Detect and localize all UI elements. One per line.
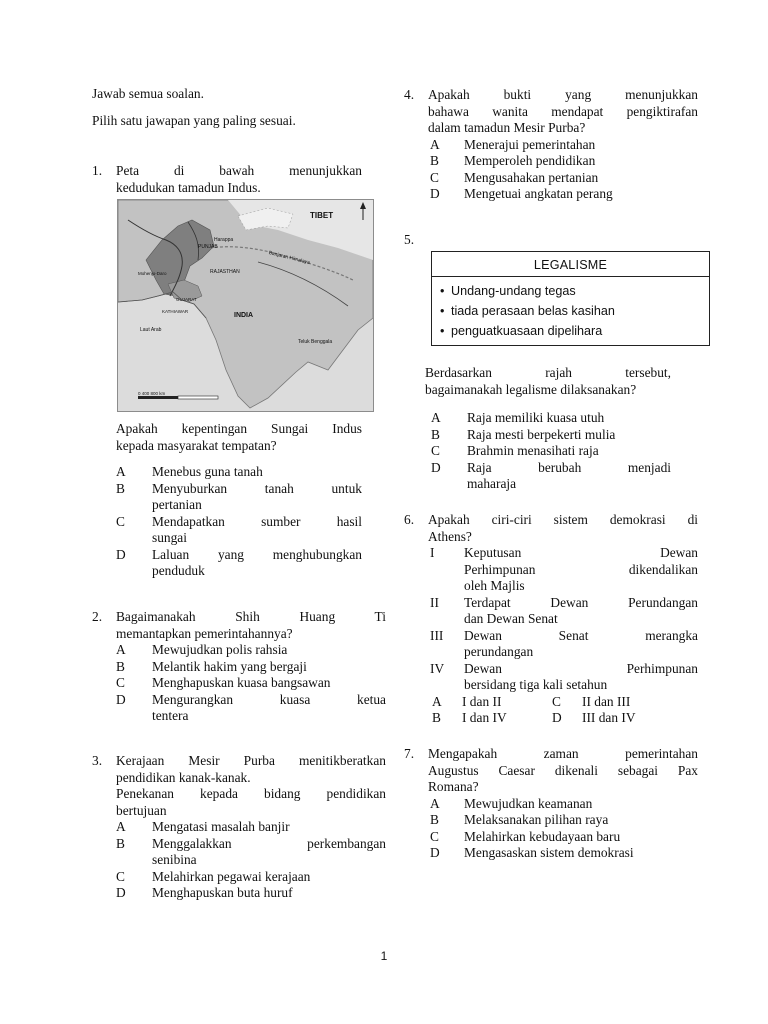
- option-text-line-2: pertanian: [152, 497, 202, 512]
- question-6-statement-iii: [428, 628, 698, 661]
- statement-numeral: III: [430, 627, 444, 643]
- question-2-stem-line-1: Bagaimanakah Shih Huang Ti: [116, 609, 386, 624]
- left-column: [92, 86, 362, 196]
- option-text: Raja memiliki kuasa utuh: [467, 410, 605, 425]
- question-7-stem-line-1: Mengapakah zaman pemerintahan: [428, 746, 698, 761]
- option-text: Mengusahakan pertanian: [464, 169, 599, 185]
- option-letter: B: [116, 658, 125, 674]
- option-text: Melahirkan pegawai kerajaan: [152, 868, 311, 884]
- statement-text: bersidang tiga kali setahun: [464, 677, 608, 692]
- instruction-line-1: Jawab semua soalan.: [92, 86, 204, 101]
- question-2-option-a[interactable]: [116, 642, 386, 659]
- option-letter: A: [430, 795, 440, 811]
- statement-text: dan Dewan Senat: [464, 611, 558, 626]
- question-3-stem-line-4: bertujuan: [116, 802, 167, 818]
- question-7-option-b[interactable]: [428, 812, 698, 829]
- question-4-stem-line-2: bahawa wanita mendapat pengiktirafan: [428, 103, 698, 119]
- map-label-himalaya: Banjaran Himalaya: [267, 249, 311, 267]
- option-text-line-2: sungai: [152, 530, 187, 545]
- option-text: Mendapatkan sumber hasil: [152, 513, 362, 529]
- bullet-icon: •: [440, 324, 445, 338]
- question-6-option-c-letter[interactable]: C: [552, 693, 561, 709]
- option-text: Menerajui pemerintahan: [464, 136, 596, 152]
- question-4-option-a[interactable]: [428, 137, 698, 154]
- option-letter: B: [431, 426, 440, 442]
- question-7-option-d[interactable]: [428, 845, 698, 862]
- question-6-answer-row-2: [428, 710, 698, 727]
- map-label-teluk-benggala: Teluk Benggala: [298, 339, 333, 345]
- question-5-body: [425, 365, 671, 493]
- instruction-line-2: Pilih satu jawapan yang paling sesuai.: [92, 112, 296, 128]
- option-text: Mengurangkan kuasa ketua: [152, 691, 386, 707]
- statement-numeral: IV: [430, 660, 445, 676]
- question-1-stem-line-2: kedudukan tamadun Indus.: [116, 179, 261, 195]
- map-scale-label: 0 400 800 km: [138, 391, 166, 396]
- option-letter: B: [116, 835, 125, 851]
- question-6-option-d-letter[interactable]: D: [552, 710, 562, 725]
- question-1-question-line-2: kepada masyarakat tempatan?: [116, 437, 277, 453]
- question-1-question-line-1: Apakah kepentingan Sungai Indus: [116, 421, 362, 436]
- option-letter: A: [116, 819, 126, 834]
- statement-text: Dewan Perhimpunan: [464, 660, 698, 676]
- option-letter: A: [116, 464, 126, 479]
- question-4-option-d[interactable]: [428, 186, 698, 203]
- option-letter: D: [116, 546, 126, 562]
- question-3-stem-line-3: Penekanan kepada bidang pendidikan: [116, 786, 386, 801]
- question-1-body: [116, 421, 362, 580]
- question-6-option-a-text[interactable]: I dan II: [462, 693, 502, 709]
- option-text: Melantik hakim yang bergaji: [152, 658, 307, 674]
- question-7-number: 7.: [404, 746, 415, 761]
- question-5-number: 5.: [404, 232, 415, 247]
- question-3-stem-line-1: Kerajaan Mesir Purba menitikberatkan: [116, 753, 386, 768]
- question-1: [92, 163, 362, 196]
- statement-text: Perhimpunan dikendalikan: [464, 561, 698, 577]
- map-label-harappa: Harappa: [214, 237, 234, 243]
- question-6-stem-line-2: Athens?: [428, 528, 472, 544]
- question-6-option-c-text[interactable]: II dan III: [582, 693, 631, 709]
- statement-text: Dewan Senat merangka: [464, 627, 698, 643]
- page-number: 1: [380, 949, 388, 963]
- option-text: Menghapuskan kuasa bangsawan: [152, 675, 331, 690]
- question-3-number: 3.: [92, 753, 103, 768]
- question-6-answer-row-1: [428, 694, 698, 711]
- question-4-number: 4.: [404, 87, 415, 102]
- question-2-option-d[interactable]: [116, 692, 386, 725]
- option-text: Memperoleh pendidikan: [464, 153, 596, 168]
- option-letter: B: [116, 480, 125, 496]
- map-label-punjab: PUNJAB: [198, 244, 218, 250]
- map-label-gujarat: GUJARAT: [176, 297, 197, 302]
- question-2-option-b[interactable]: [116, 659, 386, 676]
- option-text-line-2: senibina: [152, 852, 197, 867]
- statement-numeral: I: [430, 545, 435, 560]
- question-1-option-d[interactable]: [116, 547, 362, 580]
- question-5-option-b[interactable]: [425, 427, 671, 444]
- question-7-stem-line-2: Augustus Caesar dikenali sebagai Pax: [428, 762, 698, 778]
- indus-civilization-map: [117, 199, 374, 412]
- option-letter: D: [431, 459, 441, 475]
- option-text: Mengasaskan sistem demokrasi: [464, 845, 634, 860]
- option-letter: C: [116, 513, 125, 529]
- question-6-statement-i: [428, 545, 698, 595]
- legalisme-item: [440, 321, 709, 341]
- legalisme-box-title: LEGALISME: [432, 252, 709, 277]
- question-6-option-a-letter[interactable]: A: [432, 693, 442, 709]
- option-letter: C: [430, 169, 439, 185]
- question-3-option-d[interactable]: [116, 885, 386, 902]
- question-5-option-d[interactable]: [425, 460, 671, 493]
- question-3: [92, 753, 386, 902]
- question-3-stem-line-2: pendidikan kanak-kanak.: [116, 769, 251, 785]
- option-letter: A: [430, 136, 440, 152]
- option-text: Laluan yang menghubungkan: [152, 546, 362, 562]
- legalisme-item-text: Undang-undang tegas: [451, 284, 576, 298]
- question-7-stem-line-3: Romana?: [428, 779, 479, 794]
- option-letter: D: [430, 845, 440, 860]
- option-letter: C: [116, 868, 125, 884]
- option-letter: C: [430, 828, 439, 844]
- statement-text: Terdapat Dewan Perundangan: [464, 594, 698, 610]
- question-6: [404, 512, 698, 727]
- map-label-india: INDIA: [234, 312, 254, 319]
- question-2: [92, 609, 386, 725]
- statement-text: Keputusan Dewan: [464, 545, 698, 560]
- option-text-line-2: maharaja: [467, 476, 517, 491]
- map-label-tibet: TIBET: [310, 211, 334, 220]
- option-letter: B: [430, 812, 439, 827]
- map-label-rajasthan: RAJASTHAN: [210, 269, 240, 275]
- map-label-kathiawar: KATHIAWAR: [162, 309, 189, 314]
- option-letter: C: [116, 675, 125, 690]
- bullet-icon: •: [440, 304, 445, 318]
- question-1-option-b[interactable]: [116, 481, 362, 514]
- question-7-option-a[interactable]: [428, 796, 698, 813]
- question-1-option-a[interactable]: [116, 464, 362, 481]
- map-graphic: [118, 200, 373, 411]
- legalisme-item-text: tiada perasaan belas kasihan: [451, 304, 615, 318]
- question-5-option-a[interactable]: [425, 410, 671, 427]
- option-letter: D: [116, 885, 126, 900]
- option-text: Raja mesti berpekerti mulia: [467, 426, 616, 442]
- option-letter: D: [116, 691, 126, 707]
- legalisme-box: [431, 251, 710, 346]
- option-text: Mengatasi masalah banjir: [152, 819, 290, 834]
- statement-numeral: II: [430, 594, 439, 610]
- option-text: Menebus guna tanah: [152, 464, 263, 479]
- question-6-number: 6.: [404, 512, 415, 527]
- question-2-stem-line-2: memantapkan pemerintahannya?: [116, 625, 293, 641]
- legalisme-item: [440, 301, 709, 321]
- question-4-stem-line-3: dalam tamadun Mesir Purba?: [428, 120, 586, 135]
- question-5-stem-line-2: bagaimanakah legalisme dilaksanakan?: [425, 381, 637, 397]
- question-4: [404, 87, 698, 203]
- map-label-laut-arab: Laut Arab: [140, 327, 162, 333]
- option-letter: D: [430, 186, 440, 201]
- question-6-statement-ii: [428, 595, 698, 628]
- question-6-statement-iv: [428, 661, 698, 694]
- question-3-option-c[interactable]: [116, 869, 386, 886]
- question-4-option-b[interactable]: [428, 153, 698, 170]
- option-letter: A: [431, 410, 441, 425]
- question-7: [404, 746, 698, 862]
- question-3-option-a[interactable]: [116, 819, 386, 836]
- statement-text: perundangan: [464, 644, 534, 659]
- question-4-stem-line-1: Apakah bukti yang menunjukkan: [428, 87, 698, 102]
- legalisme-box-list: [432, 281, 709, 341]
- option-text: Brahmin menasihati raja: [467, 443, 599, 458]
- legalisme-item-text: penguatkuasaan dipelihara: [451, 324, 603, 338]
- map-label-mohenjo-daro: Mohenjo-Daro: [138, 271, 167, 276]
- question-5-option-c[interactable]: [425, 443, 671, 460]
- question-1-option-c[interactable]: [116, 514, 362, 547]
- statement-text: oleh Majlis: [464, 578, 525, 593]
- option-text-line-2: penduduk: [152, 563, 205, 578]
- question-1-number: 1.: [92, 163, 103, 178]
- option-text: Mewujudkan polis rahsia: [152, 642, 288, 657]
- option-text: Menghapuskan buta huruf: [152, 885, 293, 900]
- question-6-option-b-letter[interactable]: B: [432, 710, 441, 725]
- option-text: Mewujudkan keamanan: [464, 795, 593, 811]
- question-2-option-c[interactable]: [116, 675, 386, 692]
- option-letter: C: [431, 443, 440, 458]
- question-1-stem-line-1: Peta di bawah menunjukkan: [116, 163, 362, 178]
- question-4-option-c[interactable]: [428, 170, 698, 187]
- option-text: Raja berubah menjadi: [467, 459, 671, 475]
- option-text: Melahirkan kebudayaan baru: [464, 828, 621, 844]
- question-6-stem-line-1: Apakah ciri-ciri sistem demokrasi di: [428, 512, 698, 527]
- question-3-option-b[interactable]: [116, 836, 386, 869]
- question-5-stem-line-1: Berdasarkan rajah tersebut,: [425, 365, 671, 380]
- option-text-line-2: tentera: [152, 708, 189, 723]
- question-7-option-c[interactable]: [428, 829, 698, 846]
- question-6-option-b-text[interactable]: I dan IV: [462, 710, 507, 725]
- option-text: Menggalakkan perkembangan: [152, 835, 386, 851]
- option-text: Melaksanakan pilihan raya: [464, 812, 609, 827]
- option-text: Menyuburkan tanah untuk: [152, 480, 362, 496]
- option-text: Mengetuai angkatan perang: [464, 186, 613, 201]
- option-letter: A: [116, 642, 126, 657]
- question-2-number: 2.: [92, 609, 103, 624]
- question-6-option-d-text[interactable]: III dan IV: [582, 710, 636, 725]
- legalisme-item: [440, 281, 709, 301]
- bullet-icon: •: [440, 284, 445, 298]
- option-letter: B: [430, 153, 439, 168]
